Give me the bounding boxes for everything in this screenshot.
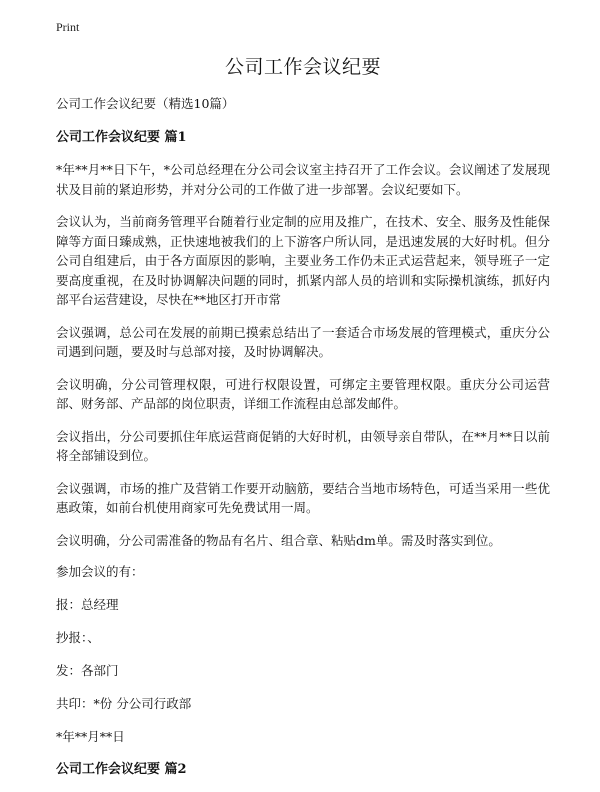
paragraph: 会议强调，总公司在发展的前期已摸索总结出了一套适合市场发展的管理模式，重庆分公司遇到问题，要及时与总部对接，及时协调解决。	[56, 324, 550, 359]
section-heading-2: 公司工作会议纪要 篇2	[56, 762, 187, 777]
report-line: 报：总经理	[56, 597, 119, 612]
paragraph: 会议认为，当前商务管理平台随着行业定制的应用及推广，在技术、安全、服务及性能保障等方面日臻成熟，正快速地被我们的上下游客户所认同，是迅速发展的大好时机。但分公司自组建后，由于各方面原因的影响，主要业务工作仍未正式运营起来，领导班子一定要高度重视，在及时协调解决问题的同时，抓紧内部人员的培训和实际操机演练，抓好内部平台运营建设，尽快在**地区打开市常	[56, 214, 550, 307]
paragraph: 会议指出，分公司要抓住年底运营商促销的大好时机，由领导亲自带队，在**月**日以前将全部铺设到位。	[56, 428, 550, 463]
section-heading-1: 公司工作会议纪要 篇1	[56, 130, 187, 145]
paragraph: 会议明确，分公司管理权限，可进行权限设置，可绑定主要管理权限。重庆分公司运营部、财务部、产品部的岗位职责，详细工作流程由总部发邮件。	[56, 376, 550, 411]
paragraph: 会议明确，分公司需准备的物品有名片、组合章、粘贴dm单。需及时落实到位。	[56, 532, 501, 548]
document-subtitle: 公司工作会议纪要（精选10篇）	[56, 96, 235, 111]
document-body	[56, 52, 550, 792]
print-count-line: 共印：*份 分公司行政部	[56, 696, 192, 711]
paragraph: *年**月**日下午，*公司总经理在分公司会议室主持召开了工作会议。会议阐述了发展现状及目前的紧迫形势，并对分公司的工作做了进一步部署。会议纪要如下。	[56, 162, 550, 197]
print-label: Print	[56, 20, 80, 34]
distribute-line: 发：各部门	[56, 663, 119, 678]
date-line: *年**月**日	[56, 729, 125, 744]
page-title: 公司工作会议纪要	[224, 56, 381, 78]
cc-line: 抄报：、	[56, 630, 100, 645]
paragraph: 会议强调，市场的推广及营销工作要开动脑筋，要结合当地市场特色，可适当采用一些优惠政策，如前台机使用商家可先免费试用一周。	[56, 480, 550, 515]
attendees-label: 参加会议的有：	[56, 564, 144, 579]
